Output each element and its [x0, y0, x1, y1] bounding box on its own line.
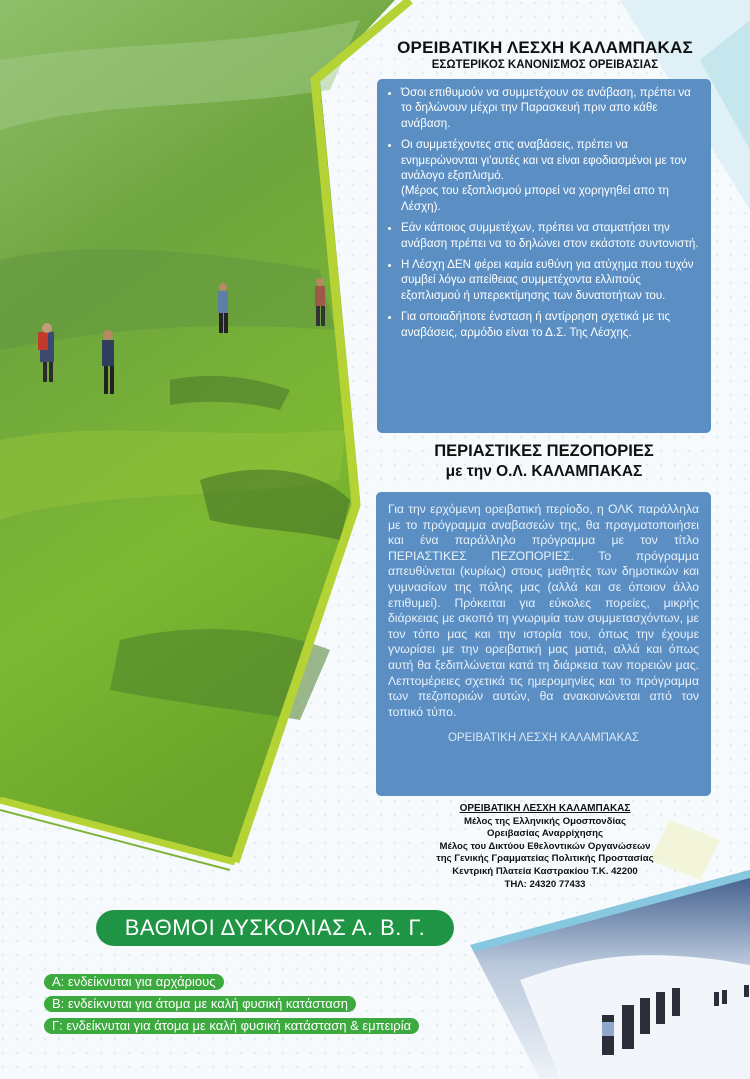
- walks-heading: [377, 442, 711, 481]
- grade-b: Β: ενδείκνυται για άτομα με καλή φυσική κατάσταση: [44, 996, 356, 1012]
- club-name: ΟΡΕΙΒΑΤΙΚΗ ΛΕΣΧΗ ΚΑΛΑΜΠΑΚΑΣ: [459, 803, 631, 814]
- rule-note: (Μέρος του εξοπλισμού μπορεί να χορηγηθεί απο τη Λέσχη).: [401, 184, 669, 213]
- club-line: Μέλος του Δικτύου Εθελοντικών Οργανώσεων: [439, 840, 651, 852]
- rule-item: • Όσοι επιθυμούν να συμμετέχουν σε ανάβαση, πρέπει να το δηλώνουν μέχρι την Παρασκευή πριν απο κάθε ανάβαση.: [401, 85, 701, 131]
- walks-box: [376, 492, 711, 796]
- header: [370, 38, 720, 71]
- grades-title: ΒΑΘΜΟΙ ΔΥΣΚΟΛΙΑΣ Α. Β. Γ.: [96, 910, 454, 946]
- walks-subtitle: με την Ο.Λ. ΚΑΛΑΜΠΑΚΑΣ: [445, 463, 643, 480]
- rule-item: • Για οποιαδήποτε ένσταση ή αντίρρηση σχετικά με τις αναβάσεις, αρμόδιο είναι το Δ.Σ. Της Λέσχης.: [401, 309, 701, 340]
- club-line: Μέλος της Ελληνικής Ομοσπονδίας: [463, 815, 627, 827]
- walks-text: Για την ερχόμενη ορειβατική περίοδο, η ΟΛΚ παράλληλα με το πρόγραμμα αναβασεών της, θα πραγματοποιήσει και ένα παράλληλο πρόγραμμα με τον τίτλο ΠΕΡΙΑΣΤΙΚΕΣ ΠΕΖΟΠΟΡΙΕΣ. Το πρόγραμμα απευθύνεται (κυρίως) στους μαθητές των δημοτικών και γυμνασίων της πόλης μας (αλλά και σε όποιον άλλο επιθυμεί). Πρόκειται για εύκολες πορείες, μικρής διάρκειας με σκοπό τη γνωριμία των συμμετασχόντων, με τον τόπο μας και την ιστορία του, όπως την έχουμε γνωρίσει με την ορειβατική μας ματιά, αλλά και όπως αυτή θα ξεδιπλώνεται κατά τη διάρκεια των πορειών μας. Λεπτομέρειες σχετικά τις ημερομηνίες και το πρόγραμμα των πεζοποριών αυτών, θα ανακοινώνεται από τον τοπικό τύπο.: [388, 502, 699, 719]
- rules-list: [387, 85, 701, 340]
- rules-box: [377, 79, 711, 433]
- club-line: της Γενικής Γραμματείας Πολιτικής Προστασίας: [436, 853, 654, 865]
- club-title: ΟΡΕΙΒΑΤΙΚΗ ΛΕΣΧΗ ΚΑΛΑΜΠΑΚΑΣ: [397, 38, 693, 57]
- rule-item: • Η Λέσχη ΔΕΝ φέρει καμία ευθύνη για ατύχημα που τυχόν συμβεί λόγω απείθειας συμμετέχοντα ελλιπούς εξοπλισμού ή υπερεκτίμησης των δυνατοτήτων του.: [401, 257, 701, 303]
- walks-title: ΠΕΡΙΑΣΤΙΚΕΣ ΠΕΖΟΠΟΡΙΕΣ: [434, 442, 654, 460]
- club-address: Κεντρική Πλατεία Καστρακίου Τ.Κ. 42200: [452, 865, 638, 877]
- club-phone: ΤΗΛ: 24320 77433: [504, 878, 586, 890]
- rule-item: • Εάν κάποιος συμμετέχων, πρέπει να σταματήσει την ανάβαση πρέπει να το δηλώνει στον εκάστοτε συντονιστή.: [401, 220, 701, 251]
- rules-subtitle: ΕΣΩΤΕΡΙΚΟΣ ΚΑΝΟΝΙΣΜΟΣ ΟΡΕΙΒΑΣΙΑΣ: [431, 59, 659, 71]
- grade-a: Α: ενδείκνυται για αρχάριους: [44, 974, 224, 990]
- club-line: Ορειβασίας Αναρρίχησης: [487, 828, 603, 840]
- rule-item: • Οι συμμετέχοντες στις αναβάσεις, πρέπει να ενημερώνονται γι'αυτές και να είναι εφοδιασμένοι με τον ανάλογο εξοπλισμό. (Μέρος του εξοπλισμού μπορεί να χορηγηθεί απο τη Λέσχη).: [401, 137, 701, 214]
- walks-signature: ΟΡΕΙΒΑΤΙΚΗ ΛΕΣΧΗ ΚΑΛΑΜΠΑΚΑΣ: [447, 732, 640, 745]
- club-info: [395, 803, 695, 891]
- grade-c: Γ: ενδείκνυται για άτομα με καλή φυσική κατάσταση & εμπειρία: [44, 1018, 419, 1034]
